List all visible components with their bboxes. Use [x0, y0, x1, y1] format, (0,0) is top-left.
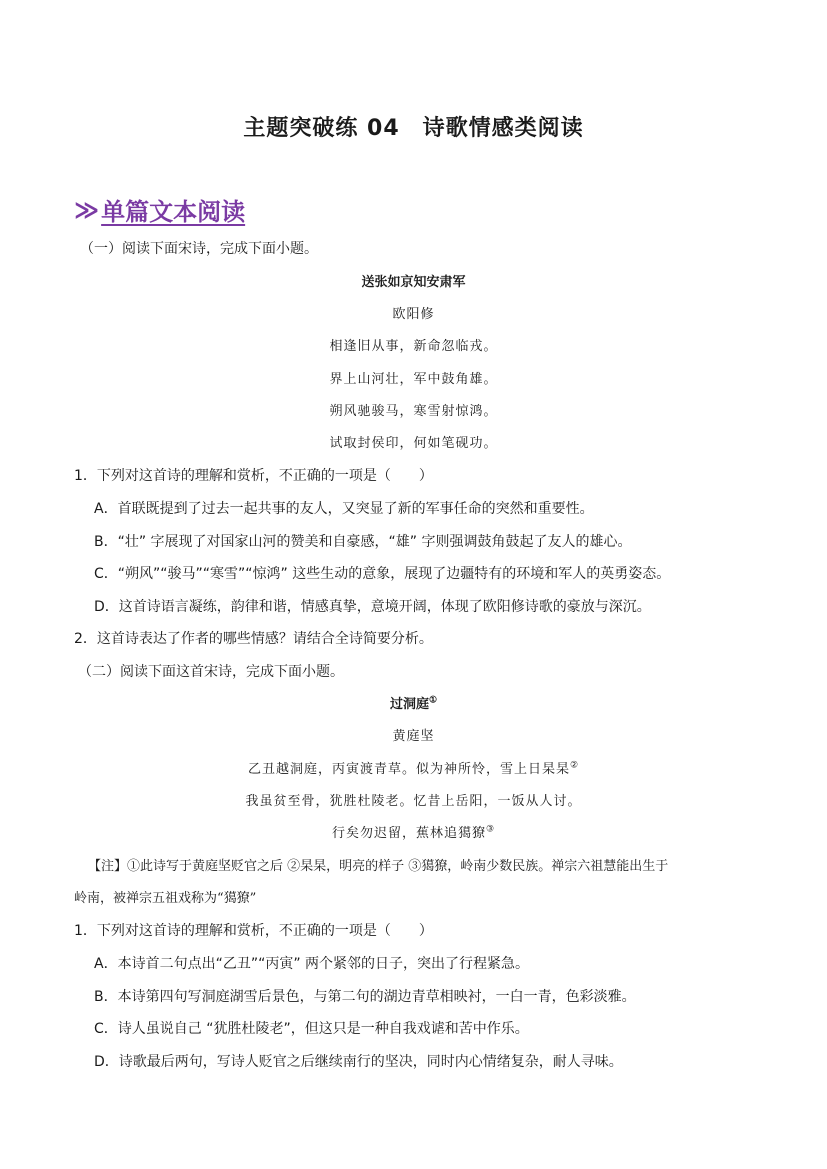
question-2: 2．这首诗表达了作者的哪些情感？请结合全诗简要分析。	[74, 631, 433, 647]
option-a: A．本诗首二句点出“乙丑”“丙寅” 两个紧邻的日子，突出了行程紧急。	[94, 956, 530, 972]
question-1: 1．下列对这首诗的理解和赏析，不正确的一项是（ ）	[74, 468, 433, 484]
option-c: C．“朔风”“骏马”“寒雪”“惊鸿” 这些生动的意象，展现了边疆特有的环境和军人的英勇姿态。	[94, 566, 671, 582]
poem2-author: 黄庭坚	[392, 729, 435, 744]
poem2-line-row	[0, 822, 827, 841]
option-a: A．首联既提到了过去一起共事的友人，又突显了新的军事任命的突然和重要性。	[94, 501, 594, 517]
section-header	[74, 192, 245, 227]
page-title: 主题突破练 04 诗歌情感类阅读	[243, 116, 584, 141]
poem2-line: 行矣勿迟留，蕉林追獦獠	[331, 826, 486, 841]
option-d: D．诗歌最后两句，写诗人贬官之后继续南行的坚决，同时内心情绪复杂，耐人寻味。	[94, 1054, 623, 1070]
poem1-line: 朔风驰骏马，寒雪射惊鸿。	[329, 404, 498, 419]
poem2-line-row	[0, 758, 827, 777]
poem2-line: 乙丑越洞庭，丙寅渡青草。似为神所怜，雪上日杲杲	[247, 762, 570, 777]
option-b: B．“壮” 字展现了对国家山河的赞美和自豪感，“雄” 字则强调鼓角鼓起了友人的雄心。	[94, 534, 632, 550]
annotation-line: 岭南，被禅宗五祖戏称为“獦獠”	[74, 891, 257, 906]
poem1-line: 相逢旧从事，新命忽临戎。	[329, 339, 498, 354]
poem2-line: 我虽贫至骨，犹胜杜陵老。忆昔上岳阳，一饭从人讨。	[245, 794, 582, 809]
poem1-line: 界上山河壮，军中鼓角雄。	[329, 372, 498, 387]
annotation-line: 【注】①此诗写于黄庭坚贬官之后 ②杲杲，明亮的样子 ③獦獠，岭南少数民族。禅宗六祖慧能出生于	[88, 859, 669, 874]
section-label: 单篇文本阅读	[101, 197, 246, 226]
poem2-title-row	[0, 693, 827, 712]
poem1-line: 试取封侯印，何如笔砚功。	[329, 436, 498, 451]
option-d: D．这首诗语言凝练，韵律和谐，情感真挚，意境开阔，体现了欧阳修诗歌的豪放与深沉。	[94, 599, 651, 615]
footnote-marker: ②	[569, 760, 580, 771]
footnote-marker: ①	[428, 695, 438, 706]
footnote-marker: ③	[485, 824, 496, 835]
part2-intro: （二）阅读下面这首宋诗，完成下面小题。	[78, 664, 344, 680]
double-chevron-icon: ≫	[74, 195, 100, 224]
question-1: 1．下列对这首诗的理解和赏析，不正确的一项是（ ）	[74, 923, 433, 939]
poem1-title: 送张如京知安肃军	[361, 275, 466, 290]
part1-intro: （一）阅读下面宋诗，完成下面小题。	[80, 241, 318, 257]
option-b: B．本诗第四句写洞庭湖雪后景色，与第二句的湖边青草相映衬，一白一青，色彩淡雅。	[94, 989, 636, 1005]
poem1-author: 欧阳修	[392, 307, 435, 322]
option-c: C．诗人虽说自己 “犹胜杜陵老”，但这只是一种自我戏谑和苦中作乐。	[94, 1021, 529, 1037]
poem2-title: 过洞庭	[389, 697, 429, 712]
